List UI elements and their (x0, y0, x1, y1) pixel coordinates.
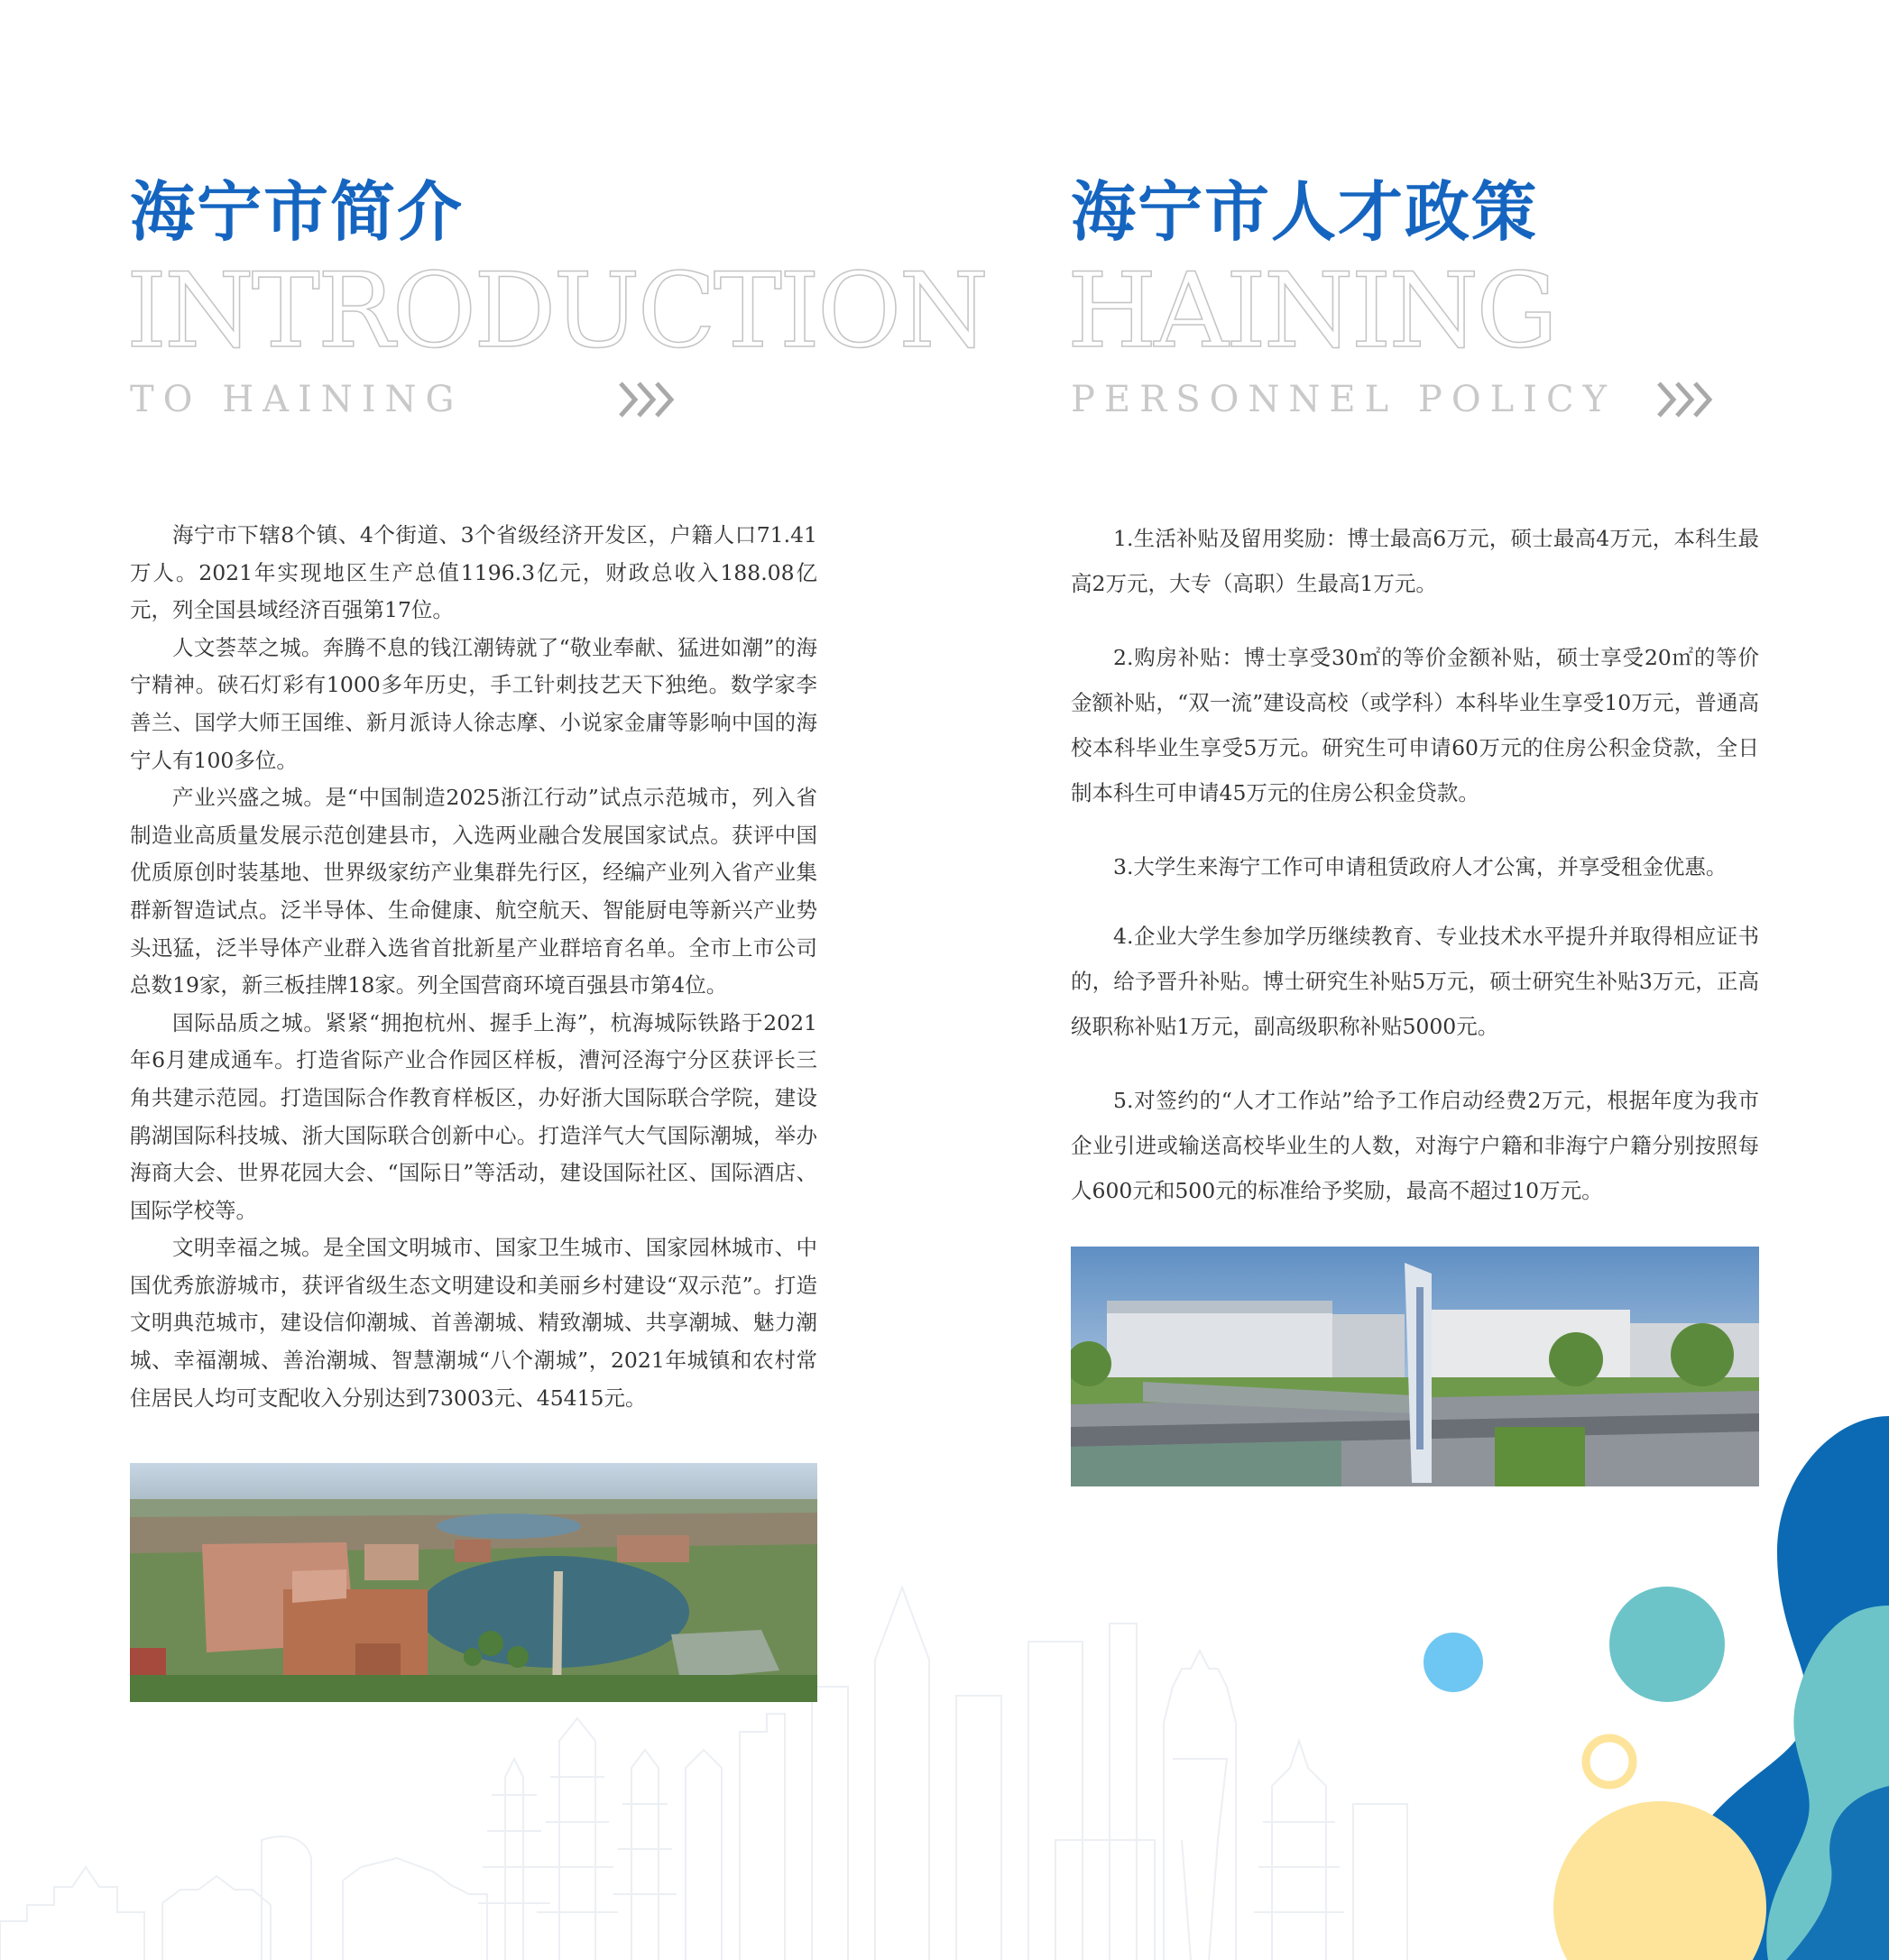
intro-paragraph: 国际品质之城。紧紧“拥抱杭州、握手上海”，杭海城际铁路于2021年6月建成通车。打造省际产业合作园区样板，漕河泾海宁分区获评长三角共建示范园。打造国际合作教育样板区，办好浙大国际联合学院，建设鹃湖国际科技城、浙大国际联合创新中心。打造洋气大气国际潮城，举办海商大会、世界花园大会、“国际日”等活动，建设国际社区、国际酒店、国际学校等。 (130, 1009, 817, 1223)
left-subtitle: TO HAINING (130, 379, 464, 420)
right-title: 海宁市人才政策 (1071, 173, 1539, 250)
policy-list (1071, 516, 1759, 1242)
right-subtitle: PERSONNEL POLICY (1071, 379, 1616, 420)
haining-aerial-photo (130, 1463, 817, 1702)
policy-item: 3.大学生来海宁工作可申请租赁政府人才公寓，并享受租金优惠。 (1113, 854, 1728, 879)
dot-light-blue (1422, 1631, 1485, 1694)
circle-teal (1609, 1587, 1725, 1702)
policy-item: 1.生活补贴及留用奖励：博士最高6万元，硕士最高4万元，本科生最高2万元，大专（高职）生最高1万元。 (1071, 526, 1759, 596)
introduction-text (130, 517, 817, 1417)
triple-chevron-right-icon (1655, 378, 1720, 421)
policy-item: 4.企业大学生参加学历继续教育、专业技术水平提升并取得相应证书的，给予晋升补贴。博士研究生补贴5万元，硕士研究生补贴3万元，正高级职称补贴1万元，副高级职称补贴5000元。 (1071, 924, 1759, 1039)
intro-paragraph: 海宁市下辖8个镇、4个街道、3个省级经济开发区，户籍人口71.41万人。2021年实现地区生产总值1196.3亿元，财政总收入188.08亿元，列全国县域经济百强第17位。 (130, 522, 817, 623)
policy-item: 2.购房补贴：博士享受30㎡的等价金额补贴，硕士享受20㎡的等价金额补贴，“双一流”建设高校（或学科）本科毕业生享受10万元，普通高校本科毕业生享受5万元。研究生可申请60万元的住房公积金贷款，全日制本科生可申请45万元的住房公积金贷款。 (1071, 645, 1759, 805)
industrial-park-photo (1071, 1247, 1759, 1486)
ring-yellow (1586, 1738, 1633, 1785)
intro-paragraph: 人文荟萃之城。奔腾不息的钱江潮铸就了“敬业奉献、猛进如潮”的海宁精神。硖石灯彩有1000多年历史，手工针刺技艺天下独绝。数学家李善兰、国学大师王国维、新月派诗人徐志摩、小说家金庸等影响中国的海宁人有100多位。 (130, 634, 817, 773)
policy-item: 5.对签约的“人才工作站”给予工作启动经费2万元，根据年度为我市企业引进或输送高校毕业生的人数，对海宁户籍和非海宁户籍分别按照每人600元和500元的标准给予奖励，最高不超过10万元。 (1071, 1088, 1759, 1203)
intro-paragraph: 文明幸福之城。是全国文明城市、国家卫生城市、国家园林城市、中国优秀旅游城市，获评省级生态文明建设和美丽乡村建设“双示范”。打造文明典范城市，建设信仰潮城、首善潮城、精致潮城、共享潮城、魅力潮城、幸福潮城、善治潮城、智慧潮城“八个潮城”，2021年城镇和农村常住居民人均可支配收入分别达到73003元、45415元。 (130, 1235, 817, 1411)
triple-chevron-right-icon (617, 378, 682, 421)
intro-paragraph: 产业兴盛之城。是“中国制造2025浙江行动”试点示范城市，列入省制造业高质量发展示范创建县市，入选两业融合发展国家试点。获评中国优质原创时装基地、世界级家纺产业集群先行区，经编产业列入省产业集群新智造试点。泛半导体、生命健康、航空航天、智能厨电等新兴产业势头迅猛，泛半导体产业群入选省首批新星产业群培育名单。全市上市公司总数19家，新三板挂牌18家。列全国营商环境百强县市第4位。 (130, 785, 817, 998)
left-title-en-outline: INTRODUCTION (126, 251, 987, 371)
right-title-en-outline: HAINING (1067, 251, 1556, 371)
left-title: 海宁市简介 (130, 173, 465, 250)
